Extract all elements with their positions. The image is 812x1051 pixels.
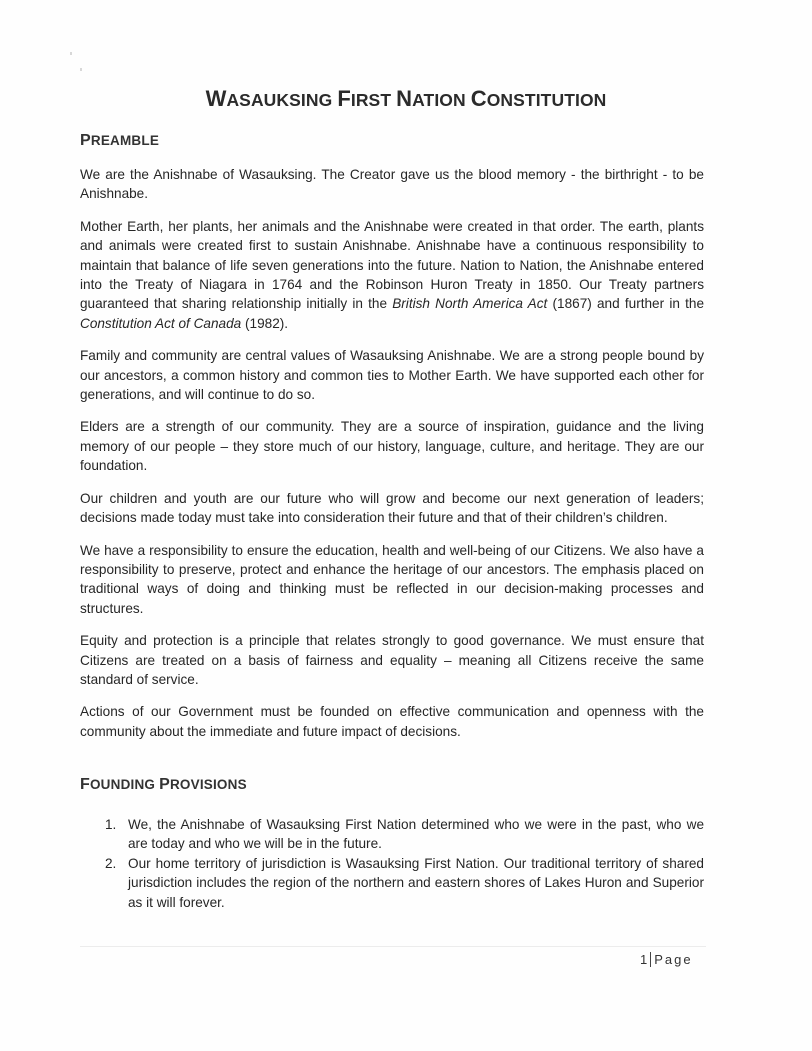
- list-item-number: 1.: [105, 817, 117, 832]
- preamble-paragraph-8: Actions of our Government must be founded on effective communication and openness with the community about the immediate and future impact of decisions.: [80, 704, 704, 739]
- title-word: NATION: [396, 86, 471, 111]
- page-number: [640, 952, 693, 967]
- preamble-paragraph-1: We are the Anishnabe of Wasauksing. The Creator gave us the blood memory - the birthright - to be Anishnabe.: [80, 167, 704, 202]
- preamble-paragraph-2: Mother Earth, her plants, her animals and the Anishnabe were created in that order. The earth, plants and animals were created first to sustain Anishnabe. Anishnabe have a continuous responsibility to maintain that balance of life seven generations into the future. Nation to Nation, the Anishnabe entered into the Treaty of Niagara in 1764 and the Robinson Huron Treaty in 1850. Our Treaty partners guaranteed that sharing relationship initially in the British North America Act (1867) and further in the Constitution Act of Canada (1982).: [80, 218, 705, 331]
- preamble-body: [80, 165, 704, 741]
- list-item-text: Our home territory of jurisdiction is Wasauksing First Nation. Our traditional territory of shared jurisdiction includes the region of the northern and eastern shores of Lakes Huron and Superior as it will forever.: [128, 855, 704, 910]
- bna-act-citation: British North America Act: [392, 296, 548, 312]
- footer-divider: [80, 946, 706, 947]
- title-word: WASAUKSING: [205, 86, 338, 111]
- title-word: CONSTITUTION: [470, 86, 607, 111]
- title-word: FIRST: [337, 86, 397, 111]
- document-title: [0, 86, 812, 112]
- preamble-paragraph-7: Equity and protection is a principle that relates strongly to good governance. We must ensure that Citizens are treated on a basis of fairness and equality – meaning all Citizens receive the same standard of service.: [80, 633, 704, 687]
- preamble-paragraph-3: Family and community are central values of Wasauksing Anishnabe. We are a strong people bound by our ancestors, a common history and common ties to Mother Earth. We have supported each other for generations, and will continue to do so.: [80, 348, 704, 403]
- list-item: [105, 854, 704, 912]
- preamble-heading: PREAMBLE: [80, 132, 160, 149]
- scan-speck: [80, 68, 82, 71]
- page-number-label: Page: [654, 952, 693, 967]
- list-item-text: We, the Anishnabe of Wasauksing First Nation determined who we were in the past, who we are today and who we will be in the future.: [128, 817, 704, 852]
- page-number-value: 1: [640, 952, 650, 967]
- scan-speck: [70, 52, 72, 55]
- founding-provisions-heading: FOUNDING PROVISIONS: [80, 776, 247, 793]
- preamble-paragraph-6: We have a responsibility to ensure the education, health and well-being of our Citizens. We also have a responsibility to preserve, protect and enhance the heritage of our ancestors. The emphasis placed on traditional ways of doing and thinking must be reflected in our decision-making processes and structures.: [80, 542, 704, 616]
- list-item-number: 2.: [105, 855, 117, 871]
- preamble-paragraph-5: Our children and youth are our future who will grow and become our next generation of leaders; decisions made today must take into consideration their future and that of their children’s children.: [80, 490, 704, 526]
- founding-provisions-list: [105, 815, 704, 912]
- preamble-paragraph-4: Elders are a strength of our community. They are a source of inspiration, guidance and the living memory of our people – they store much of our history, language, culture, and heritage. They are our foundation.: [80, 419, 704, 474]
- constitution-act-citation: Constitution Act of Canada: [80, 315, 242, 331]
- page-number-separator: [650, 952, 651, 967]
- list-item: [105, 815, 704, 854]
